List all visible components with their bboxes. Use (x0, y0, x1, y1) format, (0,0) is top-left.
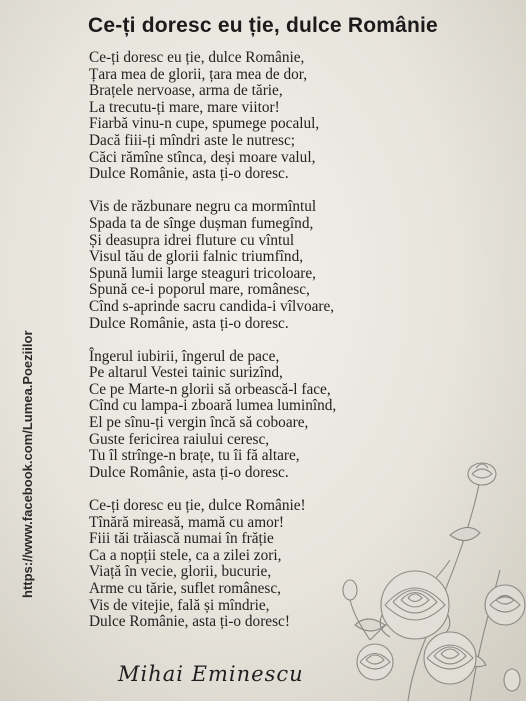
poem-line: Pe altarul Vestei tainic surizînd, (89, 364, 283, 382)
poem-line: Ce pe Marte-n glorii să orbească-l face, (89, 380, 331, 398)
poem-line: Ca a nopții stele, ca a zilei zori, (89, 546, 282, 564)
poem-line: Îngerul iubirii, îngerul de pace, (89, 347, 280, 365)
poem-line: Dulce Românie, asta ți-o doresc. (89, 314, 289, 332)
poem-line: Dulce Românie, asta ți-o doresc. (89, 165, 289, 183)
rose-illustration (330, 440, 526, 701)
poem-line: Și deasupra idrei fluture cu vîntul (89, 231, 295, 249)
poem-line: Arme cu tărie, suflet românesc, (89, 580, 281, 597)
poem-line: Dulce Românie, asta ți-o doresc. (89, 463, 289, 481)
poem-line: Viață în vecie, glorii, bucurie, (89, 563, 272, 581)
poem-line: Fiarbă vinu-n cupe, spumege pocalul, (89, 115, 320, 133)
poem-line: Ce-ți doresc eu ție, dulce Românie! (89, 497, 306, 515)
poem-line: Cînd cu lampa-i zboară lumea luminînd, (89, 397, 337, 415)
stanza (89, 50, 449, 183)
poem-line: Ce-ți doresc eu ție, dulce Românie, (89, 49, 305, 66)
poem-line: Vis de răzbunare negru ca mormîntul (89, 198, 317, 216)
poem-line: Vis de vitejie, fală și mîndrie, (89, 596, 270, 614)
poem-line: Visul tău de glorii falnic triumfînd, (89, 248, 304, 266)
poem-line: Spună ce-i poporul mare, românesc, (89, 281, 310, 299)
source-url: https://www.facebook.com/Lumea.Poeziilor (20, 330, 35, 598)
poem-title: Ce-ți doresc eu ție, dulce Românie (88, 14, 438, 37)
poem-line: Țara mea de glorii, țara mea de dor, (89, 65, 308, 83)
poem-line: Tu îl strînge-n brațe, tu îi fă altare, (89, 447, 300, 465)
author-signature: Mihai Eminescu (118, 662, 304, 686)
poem-line: Fiii tăi trăiască numai în frăție (89, 530, 274, 548)
poem-line: Dacă fiii-ți mîndri aste le nutresc; (89, 131, 296, 149)
poem-line: Căci rămîne stînca, deși moare valul, (89, 148, 316, 166)
poem-line: La trecutu-ți mare, mare viitor! (89, 98, 280, 116)
poem-line: Dulce Românie, asta ți-o doresc! (89, 613, 290, 631)
poem-line: Cînd s-aprinde sacru candida-i vîlvoare, (89, 297, 335, 315)
stanza (89, 199, 449, 332)
poem-line: Spada ta de sînge dușman fumegînd, (89, 214, 314, 232)
poem-line: Guste fericirea raiului ceresc, (89, 430, 270, 448)
poem-line: Tînără mireasă, mamă cu amor! (89, 513, 284, 531)
poem-line: Spună lumii large steaguri tricoloare, (89, 264, 316, 282)
poem-line: Brațele nervoase, arma de tărie, (89, 82, 283, 100)
poem-line: El pe sînu-ți vergin încă să coboare, (89, 414, 309, 432)
